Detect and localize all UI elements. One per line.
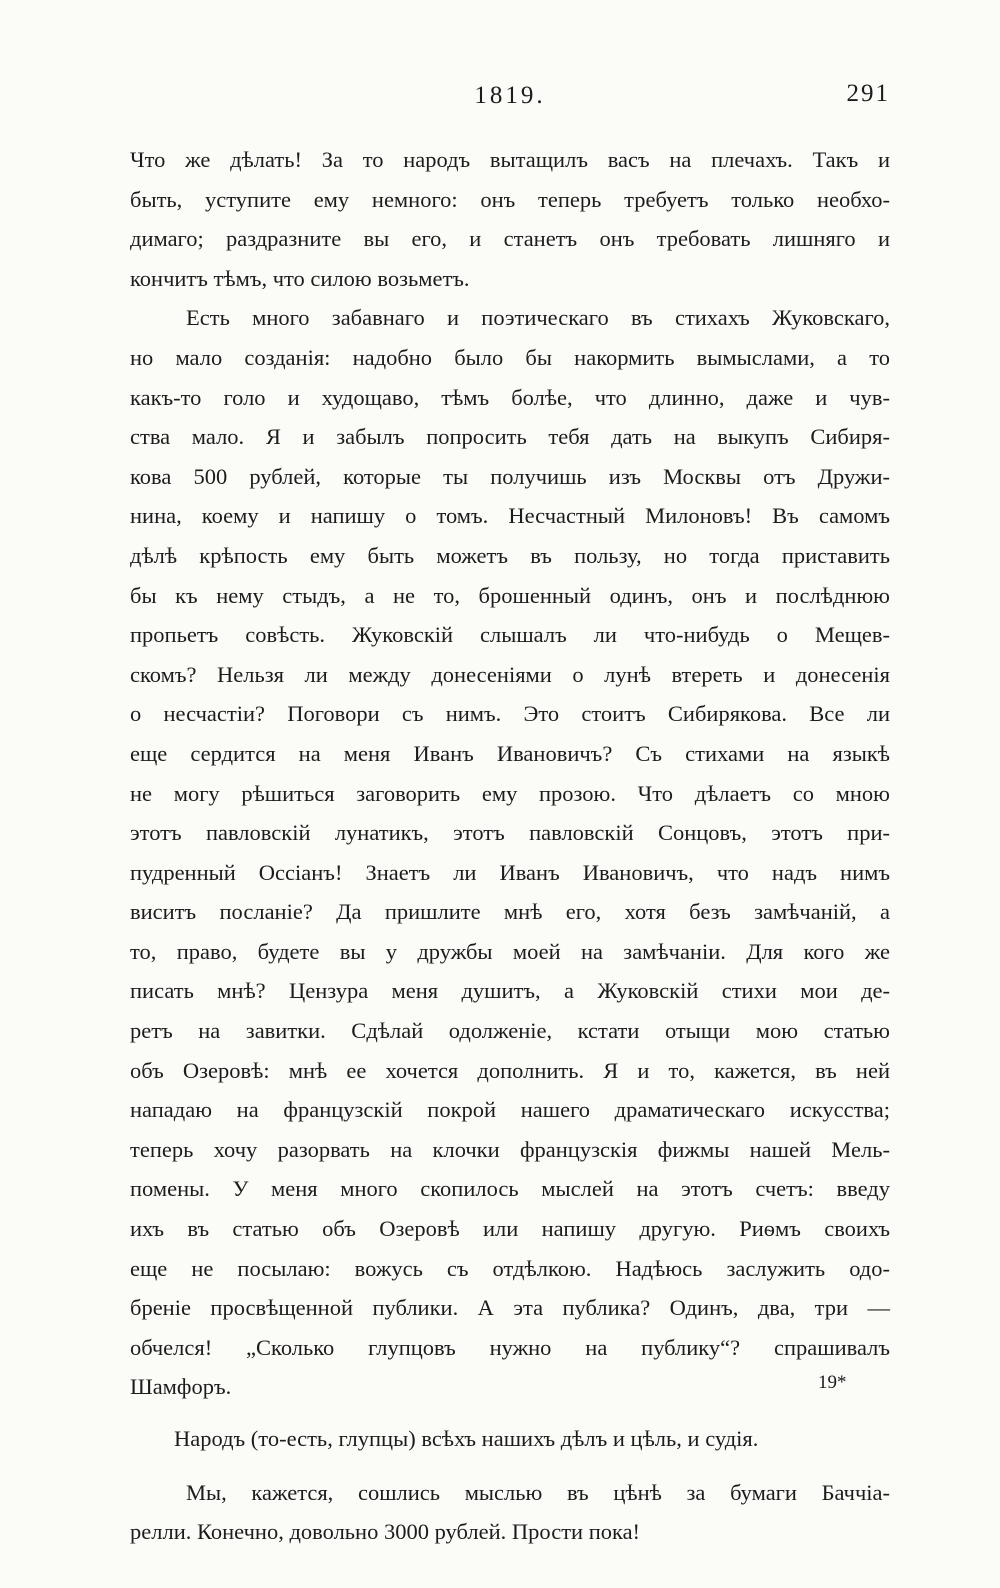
text-line: пропьетъ совѣсть. Жуковскій слышалъ ли что-нибудь о Мещев- bbox=[130, 622, 890, 648]
text-line: о несчастіи? Поговори съ нимъ. Это стоитъ Сибирякова. Все ли bbox=[130, 701, 890, 727]
text-line: Есть много забавнаго и поэтическаго въ стихахъ Жуковскаго, bbox=[186, 305, 890, 331]
spacer bbox=[130, 1407, 890, 1419]
text-line: скомъ? Нельзя ли между донесеніями о лунѣ втереть и донесенія bbox=[130, 661, 890, 687]
text-line: какъ-то голо и худощаво, тѣмъ болѣе, что длинно, даже и чув- bbox=[130, 384, 890, 410]
page-number: 291 bbox=[846, 80, 890, 107]
paragraph-1 bbox=[130, 140, 890, 298]
text-line: бы къ нему стыдъ, а не то, брошенный одинъ, онъ и послѣднюю bbox=[130, 582, 890, 608]
text-line: кова 500 рублей, которые ты получишь изъ Москвы отъ Дружи- bbox=[130, 463, 890, 489]
text-line: Шамфоръ. bbox=[130, 1374, 232, 1400]
text-line: ства мало. Я и забылъ попросить тебя дать на выкупъ Сибиря- bbox=[130, 424, 890, 450]
text-line: обчелся! „Сколько глупцовъ нужно на публику“? спрашивалъ bbox=[130, 1334, 890, 1360]
text-line: этотъ павловскій лунатикъ, этотъ павловскій Сонцовъ, этотъ при- bbox=[130, 820, 890, 846]
text-line: пудренный Оссіанъ! Знаетъ ли Иванъ Ивановичъ, что надъ нимъ bbox=[130, 859, 890, 885]
text-line: релли. Конечно, довольно 3000 рублей. Прости пока! bbox=[130, 1519, 641, 1545]
verse-line: Народъ (то-есть, глупцы) всѣхъ нашихъ дѣлъ и цѣль, и судія. bbox=[174, 1426, 759, 1451]
text-line: то, право, будете вы у дружбы моей на замѣчаніи. Для кого же bbox=[130, 938, 890, 964]
text-line: Что же дѣлать! За то народъ вытащилъ васъ на плечахъ. Такъ и bbox=[130, 147, 890, 172]
text-line: еще сердится на меня Иванъ Ивановичъ? Съ стихами на языкѣ bbox=[130, 740, 890, 766]
page-body bbox=[130, 140, 890, 1552]
text-line: помены. У меня много скопилось мыслей на этотъ счетъ: введу bbox=[130, 1176, 890, 1202]
text-line: быть, уступите ему немного: онъ теперь требуетъ только необхо- bbox=[130, 186, 890, 212]
text-line: теперь хочу разорвать на клочки французскія фижмы нашей Мель- bbox=[130, 1136, 890, 1162]
text-line: но мало созданія: надобно было бы накормить вымыслами, а то bbox=[130, 344, 890, 370]
text-line: не могу рѣшиться заговорить ему прозою. Что дѣлаетъ со мною bbox=[130, 780, 890, 806]
text-line: нина, коему и напишу о томъ. Несчастный Милоновъ! Въ самомъ bbox=[130, 503, 890, 529]
spacer bbox=[130, 1459, 890, 1473]
text-line: нападаю на французскій покрой нашего драматическаго искусства; bbox=[130, 1097, 890, 1123]
text-line: бреніе просвѣщенной публики. А эта публика? Одинъ, два, три — bbox=[130, 1295, 890, 1321]
page-header bbox=[130, 78, 890, 118]
running-head-year: 1819. bbox=[474, 82, 546, 109]
text-line: писать мнѣ? Цензура меня душитъ, а Жуковскій стихи мои де- bbox=[130, 978, 890, 1004]
paragraph-2 bbox=[130, 298, 890, 1407]
text-line: объ Озеровѣ: мнѣ ее хочется дополнить. Я и то, кажется, въ ней bbox=[130, 1057, 890, 1083]
text-line: виситъ посланіе? Да пришлите мнѣ его, хотя безъ замѣчаній, а bbox=[130, 899, 890, 925]
paragraph-3 bbox=[130, 1473, 890, 1552]
signature-mark: 19* bbox=[818, 1372, 847, 1393]
text-line: Мы, кажется, сошлись мыслью въ цѣнѣ за бумаги Баччіа- bbox=[186, 1479, 890, 1505]
text-line: ретъ на завитки. Сдѣлай одолженіе, кстати отыщи мою статью bbox=[130, 1018, 890, 1044]
text-line: еще не посылаю: вожусь съ отдѣлкою. Надѣюсь заслужить одо- bbox=[130, 1255, 890, 1281]
text-line: кончитъ тѣмъ, что силою возьметъ. bbox=[130, 265, 470, 291]
text-line: димаго; раздразните вы его, и станетъ онъ требовать лишняго и bbox=[130, 226, 890, 252]
text-line: ихъ въ статью объ Озеровѣ или напишу другую. Риѳмъ своихъ bbox=[130, 1216, 890, 1242]
text-line: дѣлѣ крѣпость ему быть можетъ въ пользу, но тогда приставить bbox=[130, 542, 890, 568]
